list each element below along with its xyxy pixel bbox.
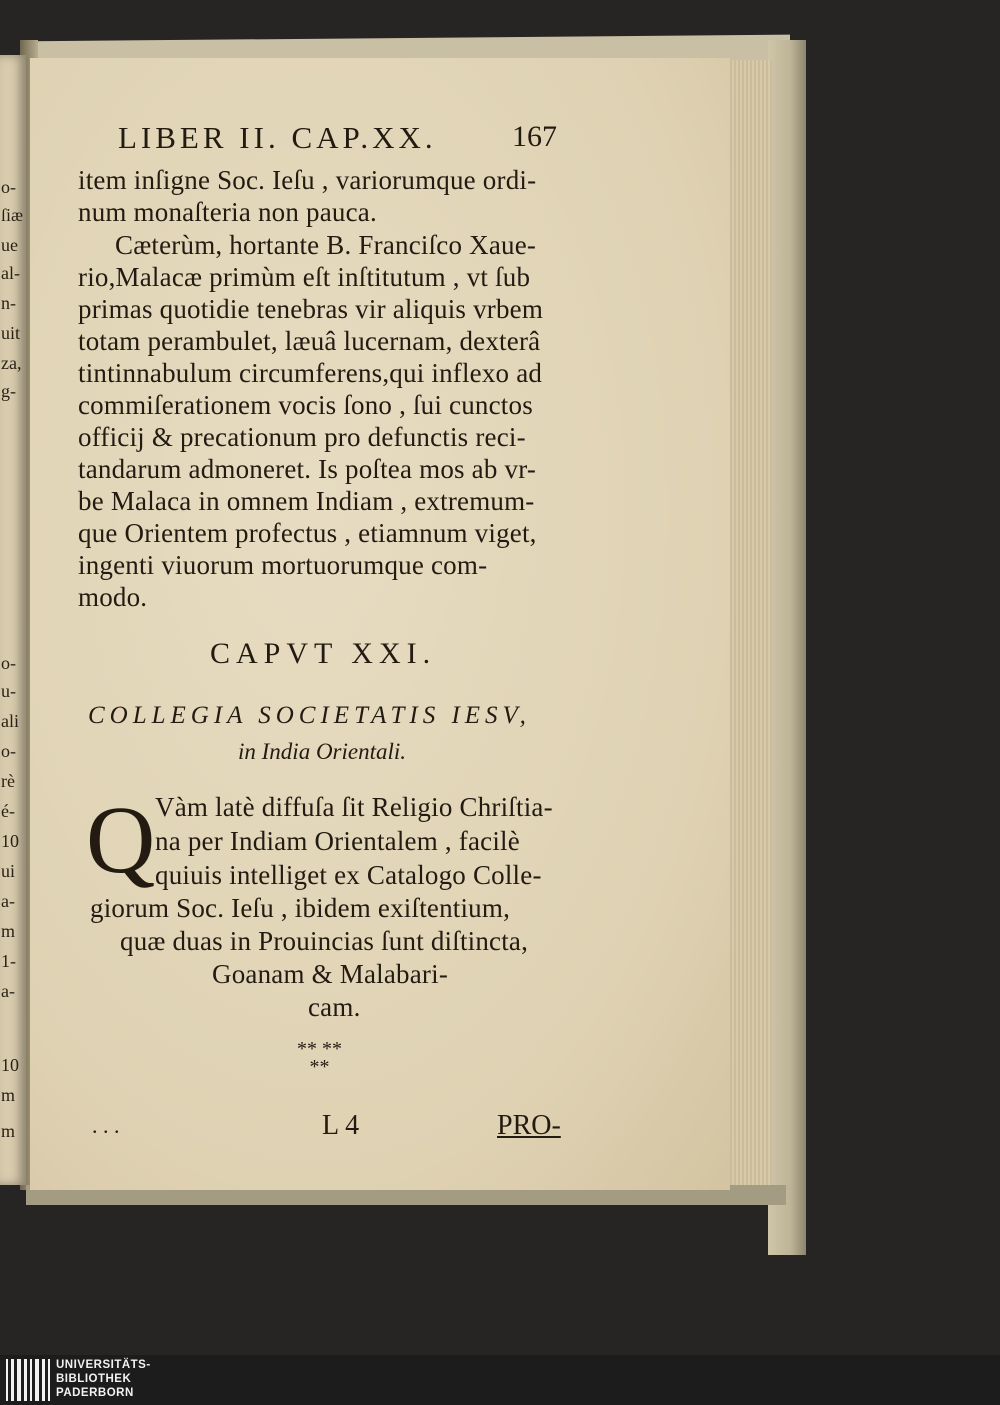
left-fragment: m [1, 921, 16, 941]
text-line: Cæterùm, hortante B. Franciſco Xaue- [115, 230, 537, 260]
chapter-subtitle: COLLEGIA SOCIETATIS IESV, [88, 702, 531, 729]
left-fragment: 1- [1, 951, 16, 971]
page-stack-edge [728, 60, 772, 1185]
text-line: item inſigne Soc. Ieſu , variorumque ordi- [78, 165, 537, 195]
left-page-fragments [0, 55, 26, 1185]
left-fragment: rè [1, 771, 15, 791]
text-line: giorum Soc. Ieſu , ibidem exiſtentium, [90, 893, 511, 923]
library-name-line: PADERBORN [56, 1387, 134, 1399]
left-fragment: al- [1, 263, 20, 283]
left-fragment: u- [1, 681, 16, 701]
text-line: quiuis intelliget ex Catalogo Colle- [155, 860, 542, 890]
left-fragment: g- [1, 381, 16, 401]
footer-dots: . . . [92, 1113, 120, 1138]
left-fragment: uit [1, 323, 21, 343]
text-line: primas quotidie tenebras vir aliquis vrbem [78, 294, 544, 324]
library-footer [0, 1355, 1000, 1405]
text-line: modo. [78, 582, 148, 612]
ornament [297, 1040, 342, 1076]
text-line: que Orientem profectus , etiamnum viget, [78, 518, 537, 548]
left-fragment: ali [1, 711, 19, 731]
left-fragment: a- [1, 891, 15, 911]
left-fragment: 10 [1, 831, 19, 851]
library-name-line: UNIVERSITÄTS- [56, 1359, 151, 1371]
text-line: tandarum admoneret. Is poſtea mos ab vr- [78, 454, 537, 484]
left-fragment: o- [1, 741, 16, 761]
left-facing-page [0, 55, 26, 1185]
page-number: 167 [512, 120, 557, 153]
left-fragment: a- [1, 981, 15, 1001]
chapter-heading: CAPVT XXI. [210, 637, 437, 670]
drop-cap: Q [86, 786, 156, 893]
text-line: totam perambulet, læuâ lucernam, dexterâ [78, 326, 541, 356]
text-line: officij & precationum pro defunctis reci- [78, 422, 526, 452]
left-fragment: m [1, 1121, 16, 1141]
text-line: Goanam & Malabari- [212, 959, 449, 989]
text-line: num monaſteria non pauca. [78, 197, 377, 227]
library-logo-icon [6, 1359, 50, 1401]
library-name-line: BIBLIOTHEK [56, 1373, 132, 1385]
left-fragment: m [1, 1085, 16, 1105]
left-fragment: za, [1, 353, 22, 373]
library-name [56, 1358, 151, 1400]
left-fragment: 10 [1, 1055, 19, 1075]
text-line: rio,Malacæ primùm eſt inſtitutum , vt ſub [78, 262, 531, 292]
text-line: na per Indiam Orientalem , facilè [155, 826, 520, 856]
chapter-subtitle-line2: in India Orientali. [238, 739, 407, 764]
text-line: quæ duas in Prouincias ſunt diſtincta, [120, 926, 529, 956]
text-line: cam. [308, 992, 361, 1022]
text-line: tintinnabulum circumferens,qui inflexo ad [78, 358, 543, 388]
text-line: be Malaca in omnem Indiam , extremum- [78, 486, 535, 516]
running-title: LIBER II. CAP.XX. [118, 120, 437, 155]
left-fragment: ſiæ [1, 205, 24, 225]
catchword: PRO- [497, 1110, 561, 1141]
left-fragment: n- [1, 293, 16, 313]
text-line: commiſerationem vocis ſono , ſui cunctos [78, 390, 533, 420]
signature-mark: L 4 [322, 1110, 360, 1141]
text-line: Vàm latè diffuſa ſit Religio Chriſtia- [155, 792, 553, 822]
left-fragment: ue [1, 235, 18, 255]
left-fragment: o- [1, 177, 16, 197]
left-fragment: o- [1, 653, 16, 673]
book-cover-edge [768, 40, 806, 1255]
ornament-line: ** [309, 1056, 330, 1078]
left-fragment: é- [1, 801, 15, 821]
text-line: ingenti viuorum mortuorumque com- [78, 550, 488, 580]
left-fragment: ui [1, 861, 16, 881]
ornament-line: ** ** [297, 1038, 342, 1060]
